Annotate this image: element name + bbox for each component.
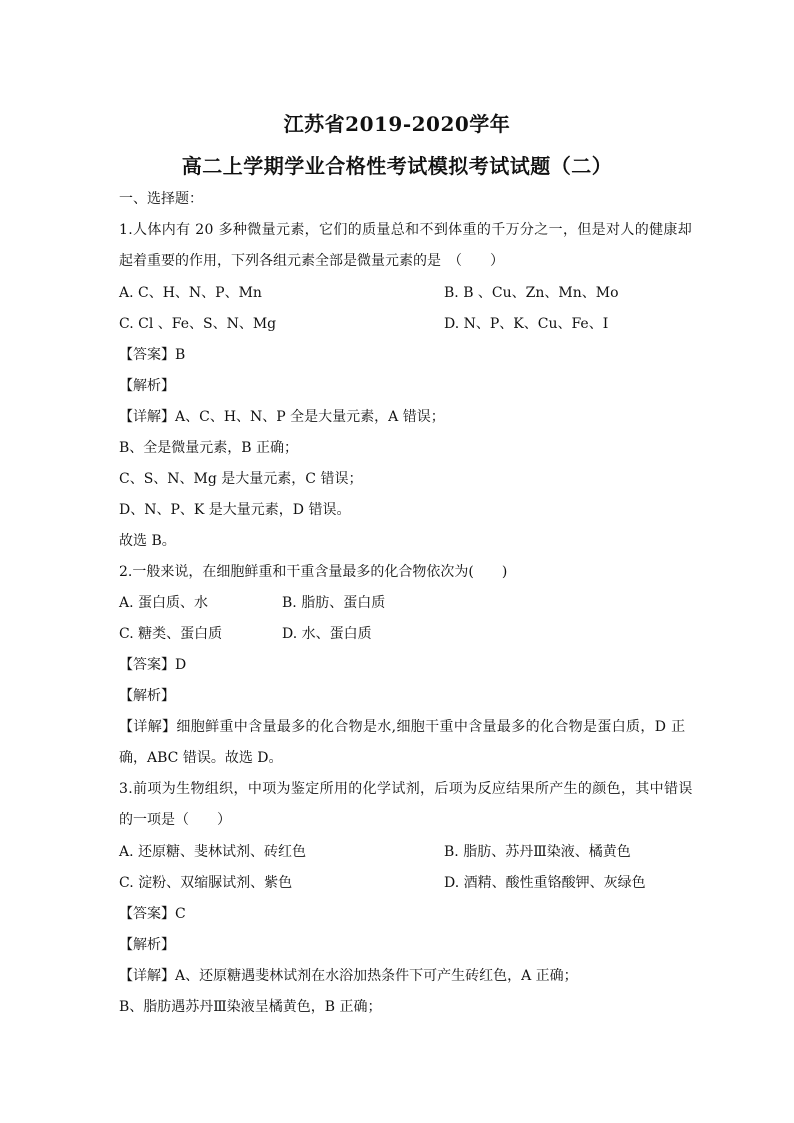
- q1-answer: 【答案】B: [119, 347, 186, 363]
- q3-stem-1: 3.前项为生物组织，中项为鉴定所用的化学试剂，后项为反应结果所产生的颜色，其中错误: [119, 781, 693, 797]
- section-heading: 一、选择题：: [119, 191, 203, 207]
- q1-option-c: C. Cl 、Fe、S、N、Mg: [119, 316, 277, 332]
- q2-detail-2: 确，ABC 错误。故选 D。: [119, 750, 283, 766]
- q1-detail-5: 故选 B。: [119, 533, 176, 549]
- q3-option-d: D. 酒精、酸性重铬酸钾、灰绿色: [444, 875, 646, 891]
- q2-analysis-label: 【解析】: [119, 688, 175, 704]
- q3-option-c: C. 淀粉、双缩脲试剂、紫色: [119, 875, 293, 891]
- q1-analysis-label: 【解析】: [119, 378, 175, 394]
- q3-option-a: A. 还原糖、斐林试剂、砖红色: [119, 844, 307, 860]
- q2-detail-1: 【详解】细胞鲜重中含量最多的化合物是水,细胞干重中含量最多的化合物是蛋白质，D 正: [119, 719, 686, 735]
- q1-detail-1: 【详解】A、C、H、N、P 全是大量元素，A 错误；: [119, 409, 445, 425]
- q1-detail-2: B、全是微量元素，B 正确；: [119, 440, 299, 456]
- q1-stem-1: 1.人体内有 20 多种微量元素，它们的质量总和不到体重的千万分之一，但是对人的健康却: [119, 222, 693, 238]
- q3-detail-1: 【详解】A、还原糖遇斐林试剂在水浴加热条件下可产生砖红色，A 正确；: [119, 968, 578, 984]
- q3-option-b: B. 脂肪、苏丹Ⅲ染液、橘黄色: [444, 844, 631, 860]
- q3-stem-2: 的一项是（ ）: [119, 812, 231, 828]
- q1-option-a: A. C、H、N、P、Mn: [119, 285, 262, 301]
- q3-detail-2: B、脂肪遇苏丹Ⅲ染液呈橘黄色，B 正确；: [119, 999, 382, 1015]
- q3-analysis-label: 【解析】: [119, 937, 175, 953]
- q1-detail-4: D、N、P、K 是大量元素，D 错误。: [119, 502, 351, 518]
- q2-option-c: C. 糖类、蛋白质: [119, 626, 223, 642]
- q1-option-b: B. B 、Cu、Zn、Mn、Mo: [444, 285, 619, 301]
- q1-detail-3: C、S、N、Mg 是大量元素，C 错误；: [119, 471, 363, 487]
- title-line-2: 高二上学期学业合格性考试模拟考试试题（二）: [181, 154, 613, 178]
- q2-stem: 2.一般来说，在细胞鲜重和干重含量最多的化合物依次为( ): [119, 564, 508, 580]
- q1-stem-2: 起着重要的作用，下列各组元素全部是微量元素的是 （ ）: [119, 253, 504, 269]
- q2-option-b: B. 脂肪、蛋白质: [282, 595, 386, 611]
- q2-option-d: D. 水、蛋白质: [282, 626, 372, 642]
- q2-answer: 【答案】D: [119, 657, 187, 673]
- q3-answer: 【答案】C: [119, 906, 186, 922]
- title-line-1: 江苏省2019-2020学年: [283, 112, 511, 136]
- q1-option-d: D. N、P、K、Cu、Fe、I: [444, 316, 609, 332]
- q2-option-a: A. 蛋白质、水: [119, 595, 209, 611]
